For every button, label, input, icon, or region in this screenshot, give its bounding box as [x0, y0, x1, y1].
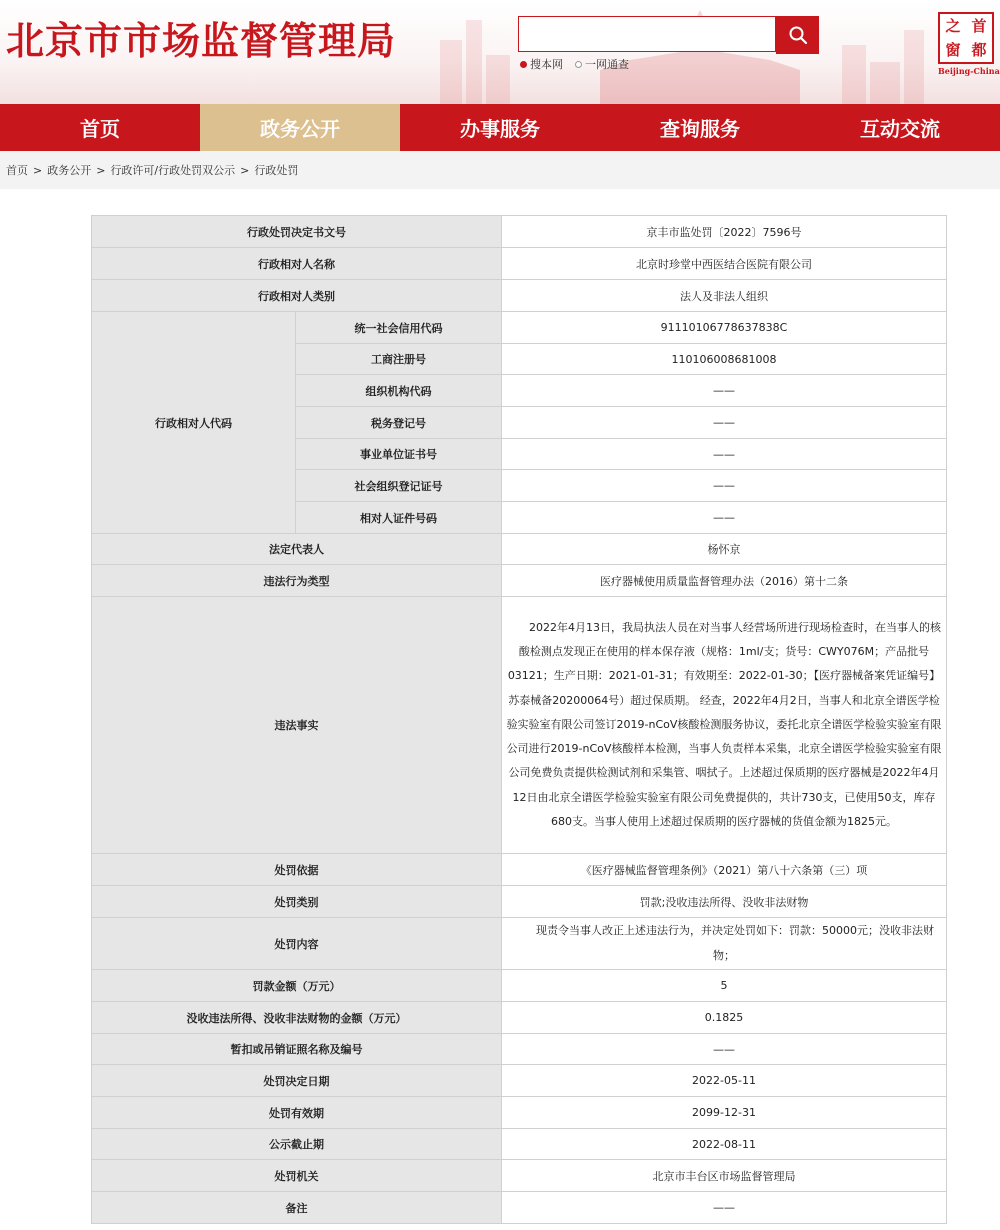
- radio-unselected-icon: [575, 61, 582, 68]
- fine-label: 罚款金额（万元）: [92, 970, 502, 1002]
- penalty-detail-table: [91, 215, 947, 1224]
- valid-until-label: 处罚有效期: [92, 1097, 502, 1129]
- confiscation-value: 0.1825: [502, 1002, 947, 1034]
- code-label: 组织机构代码: [296, 375, 502, 407]
- scope-option-site[interactable]: [520, 56, 563, 72]
- code-value: ——: [502, 407, 947, 439]
- breadcrumb-separator: >: [240, 163, 250, 177]
- party-type-value: 法人及非法人组织: [502, 280, 947, 312]
- confiscation-label: 没收违法所得、没收非法财物的金额（万元）: [92, 1002, 502, 1034]
- breadcrumb-separator: >: [96, 163, 106, 177]
- breadcrumb-double-publicity[interactable]: 行政许可/行政处罚双公示: [110, 164, 236, 177]
- authority-label: 处罚机关: [92, 1160, 502, 1192]
- nav-item-query[interactable]: 查询服务: [660, 117, 740, 141]
- publicity-end-value: 2022-08-11: [502, 1129, 947, 1160]
- main-nav: [0, 104, 1000, 151]
- publicity-end-label: 公示截止期: [92, 1129, 502, 1160]
- table-row: [92, 854, 947, 886]
- party-code-label: 行政相对人代码: [92, 312, 296, 534]
- code-value: 110106008681008: [502, 344, 947, 375]
- decision-date-label: 处罚决定日期: [92, 1065, 502, 1097]
- breadcrumb-separator: >: [33, 163, 43, 177]
- code-label: 税务登记号: [296, 407, 502, 439]
- table-row: [92, 312, 947, 344]
- scope-option-label: 一网通查: [585, 58, 629, 71]
- doc-no-label: 行政处罚决定书文号: [92, 216, 502, 248]
- table-row: [92, 1002, 947, 1034]
- table-row: [92, 886, 947, 918]
- scope-option-all[interactable]: [575, 56, 629, 72]
- code-label: 相对人证件号码: [296, 502, 502, 534]
- logo-char: 之: [945, 17, 961, 35]
- remark-value: ——: [502, 1192, 947, 1224]
- search-input[interactable]: [518, 16, 776, 52]
- code-label: 统一社会信用代码: [296, 312, 502, 344]
- code-label: 社会组织登记证号: [296, 470, 502, 502]
- breadcrumb-current: 行政处罚: [254, 164, 299, 177]
- table-row: [92, 1160, 947, 1192]
- party-name-value: 北京时珍堂中西医结合医院有限公司: [502, 248, 947, 280]
- logo-char: 窗: [945, 41, 961, 59]
- code-label: 事业单位证书号: [296, 439, 502, 470]
- authority-value: 北京市丰台区市场监督管理局: [502, 1160, 947, 1192]
- nav-item-home[interactable]: 首页: [80, 117, 120, 141]
- scope-option-label: 搜本网: [530, 58, 563, 71]
- basis-label: 处罚依据: [92, 854, 502, 886]
- site-title[interactable]: 北京市市场监督管理局: [6, 19, 397, 63]
- legal-rep-label: 法定代表人: [92, 534, 502, 565]
- radio-selected-icon: [520, 61, 527, 68]
- nav-item-gov-affairs[interactable]: 政务公开: [200, 104, 400, 151]
- category-value: 罚款;没收违法所得、没收非法财物: [502, 886, 947, 918]
- category-label: 处罚类别: [92, 886, 502, 918]
- capital-window-logo[interactable]: [938, 12, 998, 78]
- facts-label: 违法事实: [92, 597, 502, 854]
- nav-item-interaction[interactable]: 互动交流: [860, 117, 940, 141]
- logo-char: 首: [971, 17, 987, 35]
- search-scope-options: [520, 56, 629, 72]
- search-icon: [788, 25, 808, 45]
- code-value: 91110106778637838C: [502, 312, 947, 344]
- legal-rep-value: 杨怀京: [502, 534, 947, 565]
- table-row: [92, 597, 947, 854]
- code-value: ——: [502, 502, 947, 534]
- license-value: ——: [502, 1034, 947, 1065]
- logo-subtitle: Beijing-China: [938, 66, 1000, 76]
- breadcrumb-home[interactable]: 首页: [6, 164, 28, 177]
- code-value: ——: [502, 375, 947, 407]
- basis-value: 《医疗器械监督管理条例》（2021）第八十六条第（三）项: [502, 854, 947, 886]
- valid-until-value: 2099-12-31: [502, 1097, 947, 1129]
- violation-type-value: 医疗器械使用质量监督管理办法（2016）第十二条: [502, 565, 947, 597]
- violation-type-label: 违法行为类型: [92, 565, 502, 597]
- breadcrumb: [0, 151, 1000, 189]
- breadcrumb-gov-affairs[interactable]: 政务公开: [47, 164, 92, 177]
- table-row: [92, 1192, 947, 1224]
- table-row: [92, 1065, 947, 1097]
- table-row: [92, 216, 947, 248]
- remark-label: 备注: [92, 1192, 502, 1224]
- code-value: ——: [502, 470, 947, 502]
- search-button[interactable]: [776, 16, 819, 54]
- logo-mark: [938, 12, 994, 64]
- table-row: [92, 970, 947, 1002]
- table-row: [92, 918, 947, 970]
- license-label: 暂扣或吊销证照名称及编号: [92, 1034, 502, 1065]
- decision-date-value: 2022-05-11: [502, 1065, 947, 1097]
- table-row: [92, 248, 947, 280]
- table-row: [92, 1097, 947, 1129]
- site-header: [0, 0, 1000, 104]
- party-name-label: 行政相对人名称: [92, 248, 502, 280]
- party-type-label: 行政相对人类别: [92, 280, 502, 312]
- table-row: [92, 1034, 947, 1065]
- content-value: 现责令当事人改正上述违法行为，并决定处罚如下：罚款：50000元；没收非法财物；: [502, 918, 947, 970]
- logo-char: 都: [971, 41, 987, 59]
- table-row: [92, 534, 947, 565]
- table-row: [92, 565, 947, 597]
- facts-value: 2022年4月13日，我局执法人员在对当事人经营场所进行现场检查时，在当事人的核酸检测点发现正在使用的样本保存液（规格：1ml/支；货号：CWY076M；产品批号03121；生产日期：2021-01-31；有效期至：2022-01-30；【医疗器械备案凭证编号】苏泰械备20200064号）超过保质期。 经查，2022年4月2日，当事人和北京全谱医学检验实验室有限公司签订2019-nCoV核酸检测服务协议，委托北京全谱医学检验实验室有限公司进行2019-nCoV核酸样本检测，当事人负责样本采集，北京全谱医学检验实验室有限公司免费负责提供检测试剂和采集管、咽拭子。上述超过保质期的医疗器械是2022年4月12日由北京全谱医学检验实验室有限公司免费提供的，共计730支，已使用50支，库存680支。当事人使用上述超过保质期的医疗器械的货值金额为1825元。: [502, 597, 947, 854]
- content-label: 处罚内容: [92, 918, 502, 970]
- nav-item-services[interactable]: 办事服务: [460, 117, 540, 141]
- code-label: 工商注册号: [296, 344, 502, 375]
- table-row: [92, 280, 947, 312]
- table-row: [92, 1129, 947, 1160]
- fine-value: 5: [502, 970, 947, 1002]
- doc-no-value: 京丰市监处罚〔2022〕7596号: [502, 216, 947, 248]
- code-value: ——: [502, 439, 947, 470]
